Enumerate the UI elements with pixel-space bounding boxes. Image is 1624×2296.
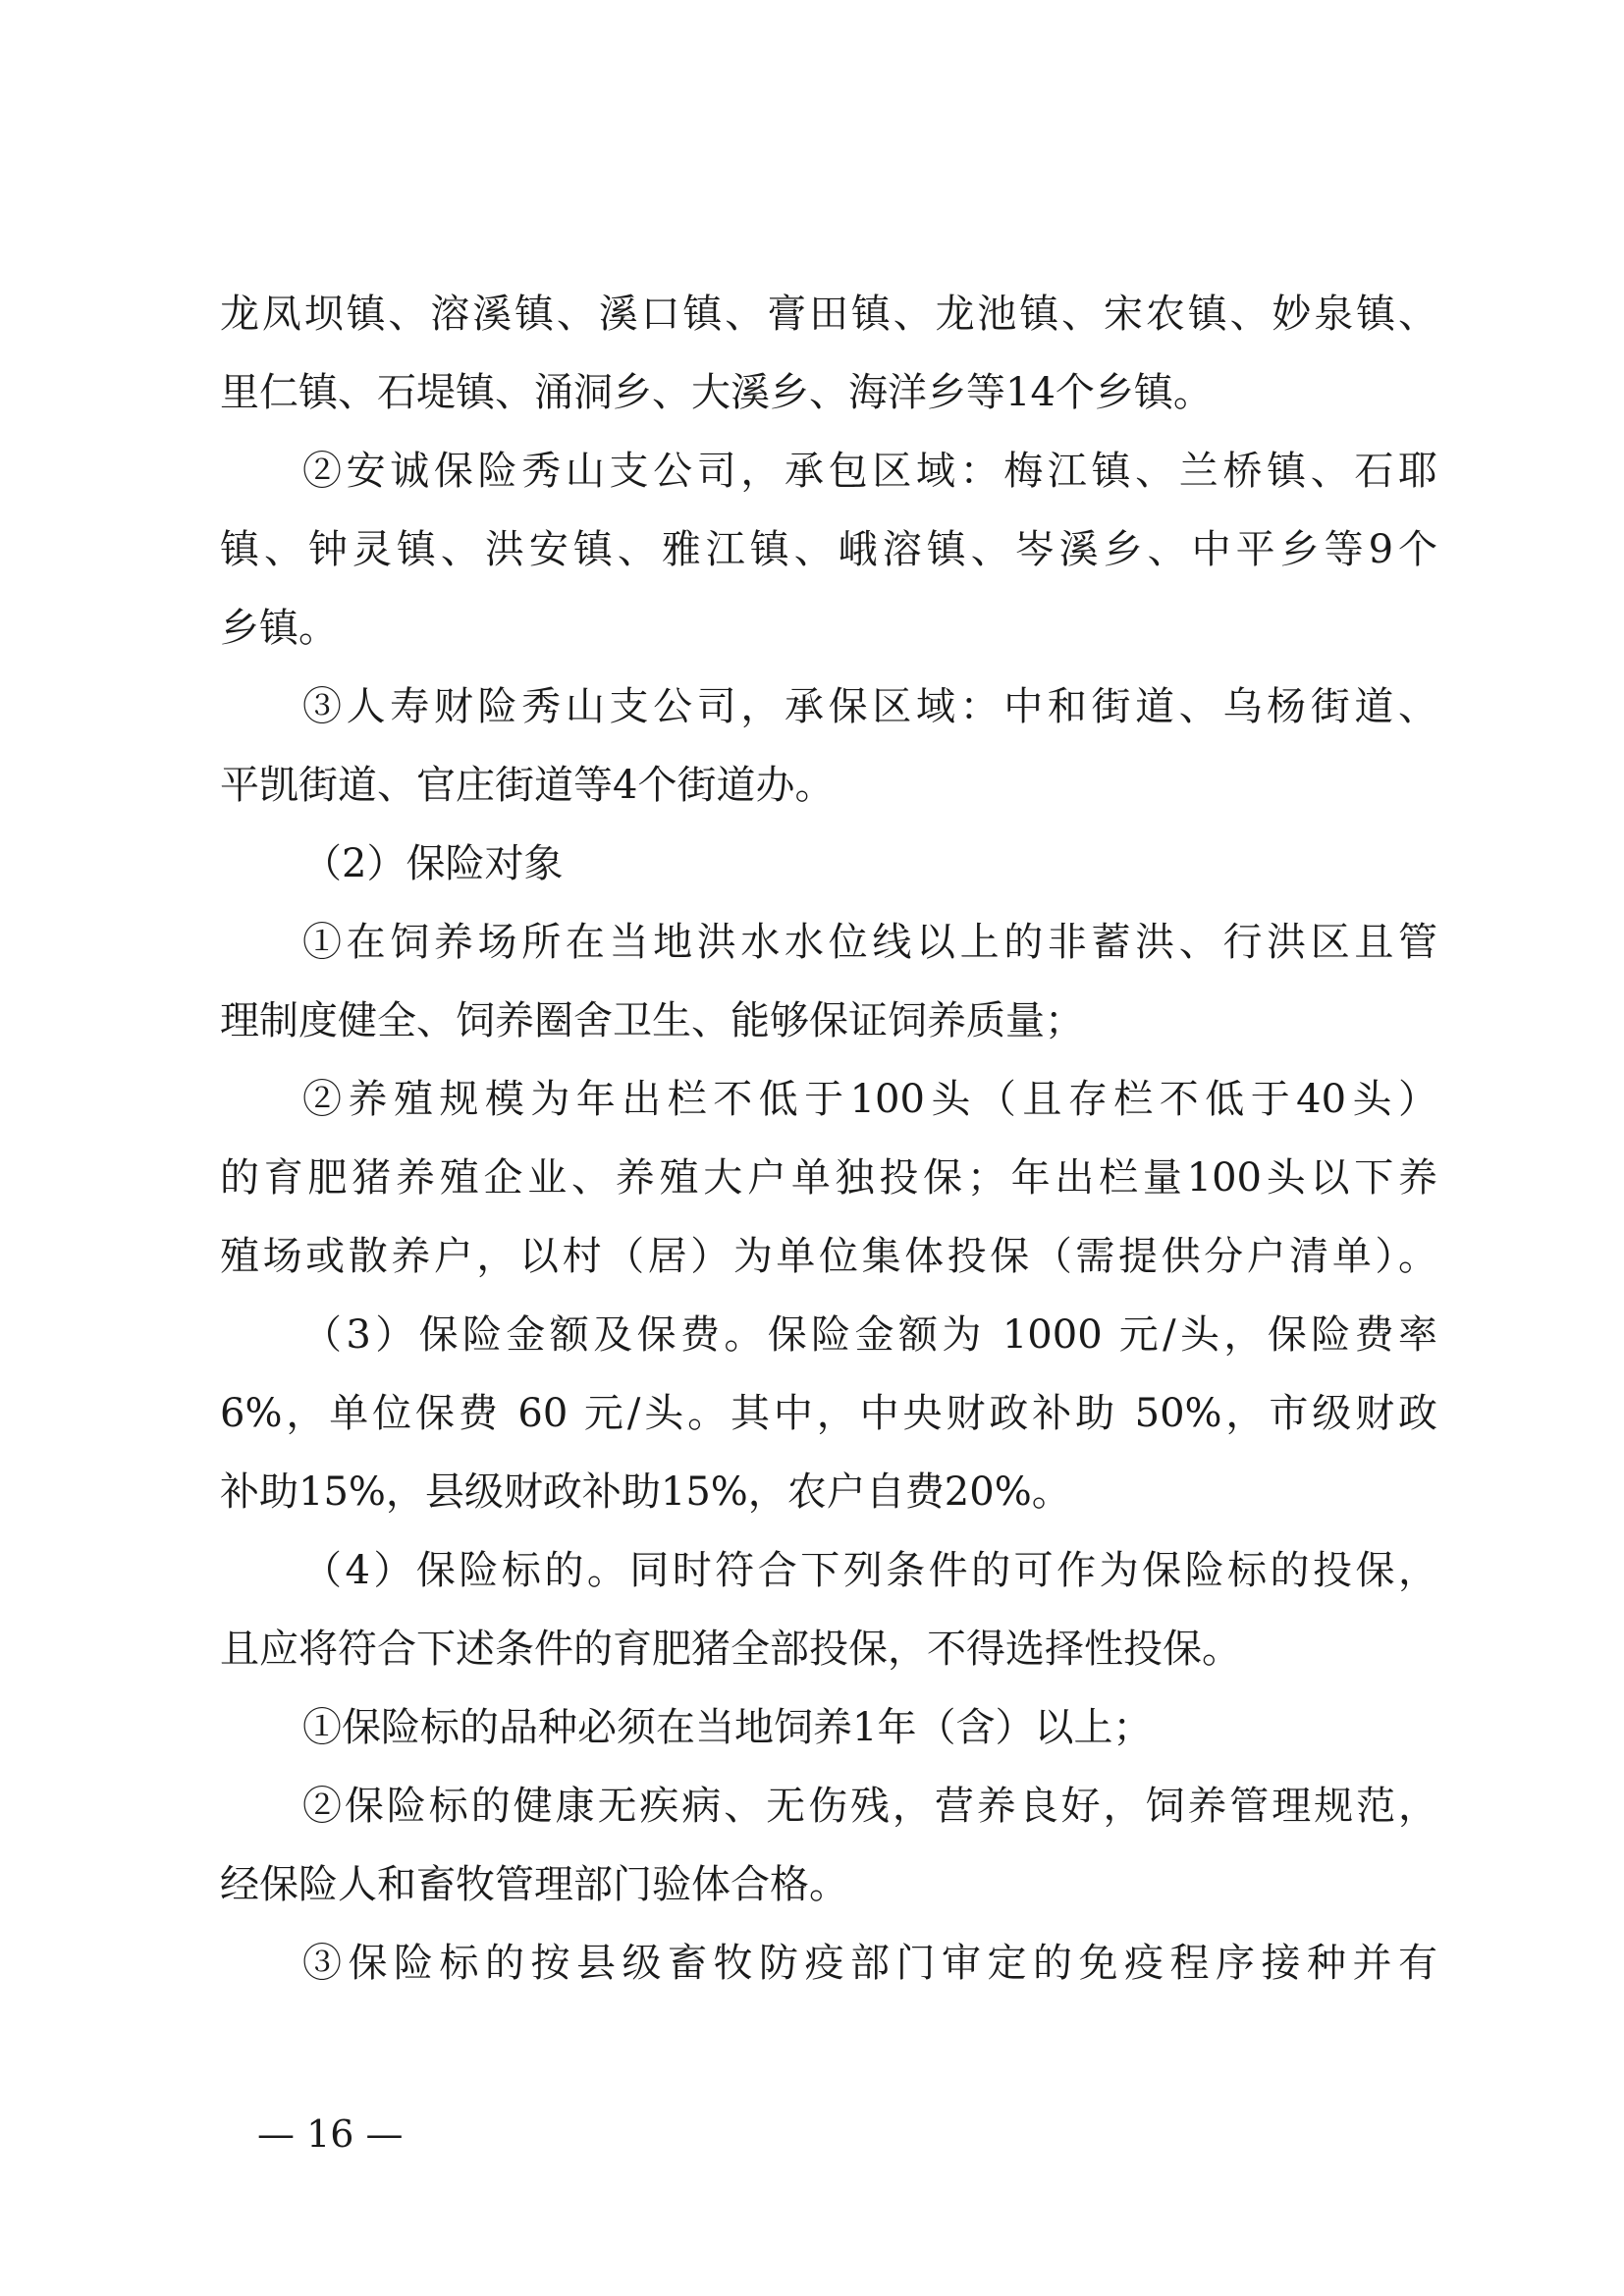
text-line: 且应将符合下述条件的育肥猪全部投保，不得选择性投保。 xyxy=(220,1627,1241,1672)
paragraph-life-property-insurance xyxy=(220,667,1437,825)
text-line: ②安诚保险秀山支公司，承包区域：梅江镇、兰桥镇、石耶 xyxy=(302,449,1437,494)
paragraph-object-1 xyxy=(220,903,1437,1060)
page-number: — 16 — xyxy=(257,2112,404,2156)
text-line: 的育肥猪养殖企业、养殖大户单独投保；年出栏量100头以下养 xyxy=(220,1155,1437,1201)
text-line: ③人寿财险秀山支公司，承保区域：中和街道、乌杨街道、 xyxy=(302,684,1437,729)
text-line: 里仁镇、石堤镇、涌洞乡、大溪乡、海洋乡等14个乡镇。 xyxy=(220,370,1213,415)
text-line: ②养殖规模为年出栏不低于100头（且存栏不低于40头） xyxy=(302,1077,1437,1122)
text-line: 乡镇。 xyxy=(220,606,338,651)
paragraph-object-2 xyxy=(220,1060,1437,1296)
text-line: ①在饲养场所在当地洪水水位线以上的非蓄洪、行洪区且管 xyxy=(302,920,1437,965)
text-line: 殖场或散养户，以村（居）为单位集体投保（需提供分户清单）。 xyxy=(220,1234,1437,1279)
paragraph-anchen-insurance xyxy=(220,432,1437,667)
section-heading-insured-objects xyxy=(220,825,1437,903)
paragraph-subject-3 xyxy=(220,1924,1437,2002)
document-body xyxy=(220,275,1437,2002)
text-line: 6%，单位保费 60 元/头。其中，中央财政补助 50%，市级财政 xyxy=(220,1391,1437,1436)
text-line: 理制度健全、饲养圈舍卫生、能够保证饲养质量； xyxy=(220,998,1084,1043)
text-line: 经保险人和畜牧管理部门验体合格。 xyxy=(220,1862,848,1907)
section-heading: （2）保险对象 xyxy=(302,841,564,886)
paragraph-townships-list-continued xyxy=(220,275,1437,432)
paragraph-insured-amount-and-premium xyxy=(220,1296,1437,1531)
text-line: 龙凤坝镇、溶溪镇、溪口镇、膏田镇、龙池镇、宋农镇、妙泉镇、 xyxy=(220,292,1437,337)
paragraph-subject-2 xyxy=(220,1767,1437,1924)
text-line: （4）保险标的。同时符合下列条件的可作为保险标的投保， xyxy=(302,1548,1437,1593)
text-line: ②保险标的健康无疾病、无伤残，营养良好，饲养管理规范， xyxy=(302,1784,1437,1829)
text-line: 镇、钟灵镇、洪安镇、雅江镇、峨溶镇、岑溪乡、中平乡等9个 xyxy=(220,527,1437,572)
text-line: （3）保险金额及保费。保险金额为 1000 元/头，保险费率 xyxy=(302,1312,1437,1358)
paragraph-insured-subject xyxy=(220,1531,1437,1688)
text-line: ③保险标的按县级畜牧防疫部门审定的免疫程序接种并有 xyxy=(302,1941,1437,1986)
text-line: 补助15%，县级财政补助15%，农户自费20%。 xyxy=(220,1469,1071,1515)
text-line: ①保险标的品种必须在当地饲养1年（含）以上； xyxy=(302,1705,1153,1750)
text-line: 平凯街道、官庄街道等4个街道办。 xyxy=(220,763,835,808)
paragraph-subject-1 xyxy=(220,1688,1437,1767)
